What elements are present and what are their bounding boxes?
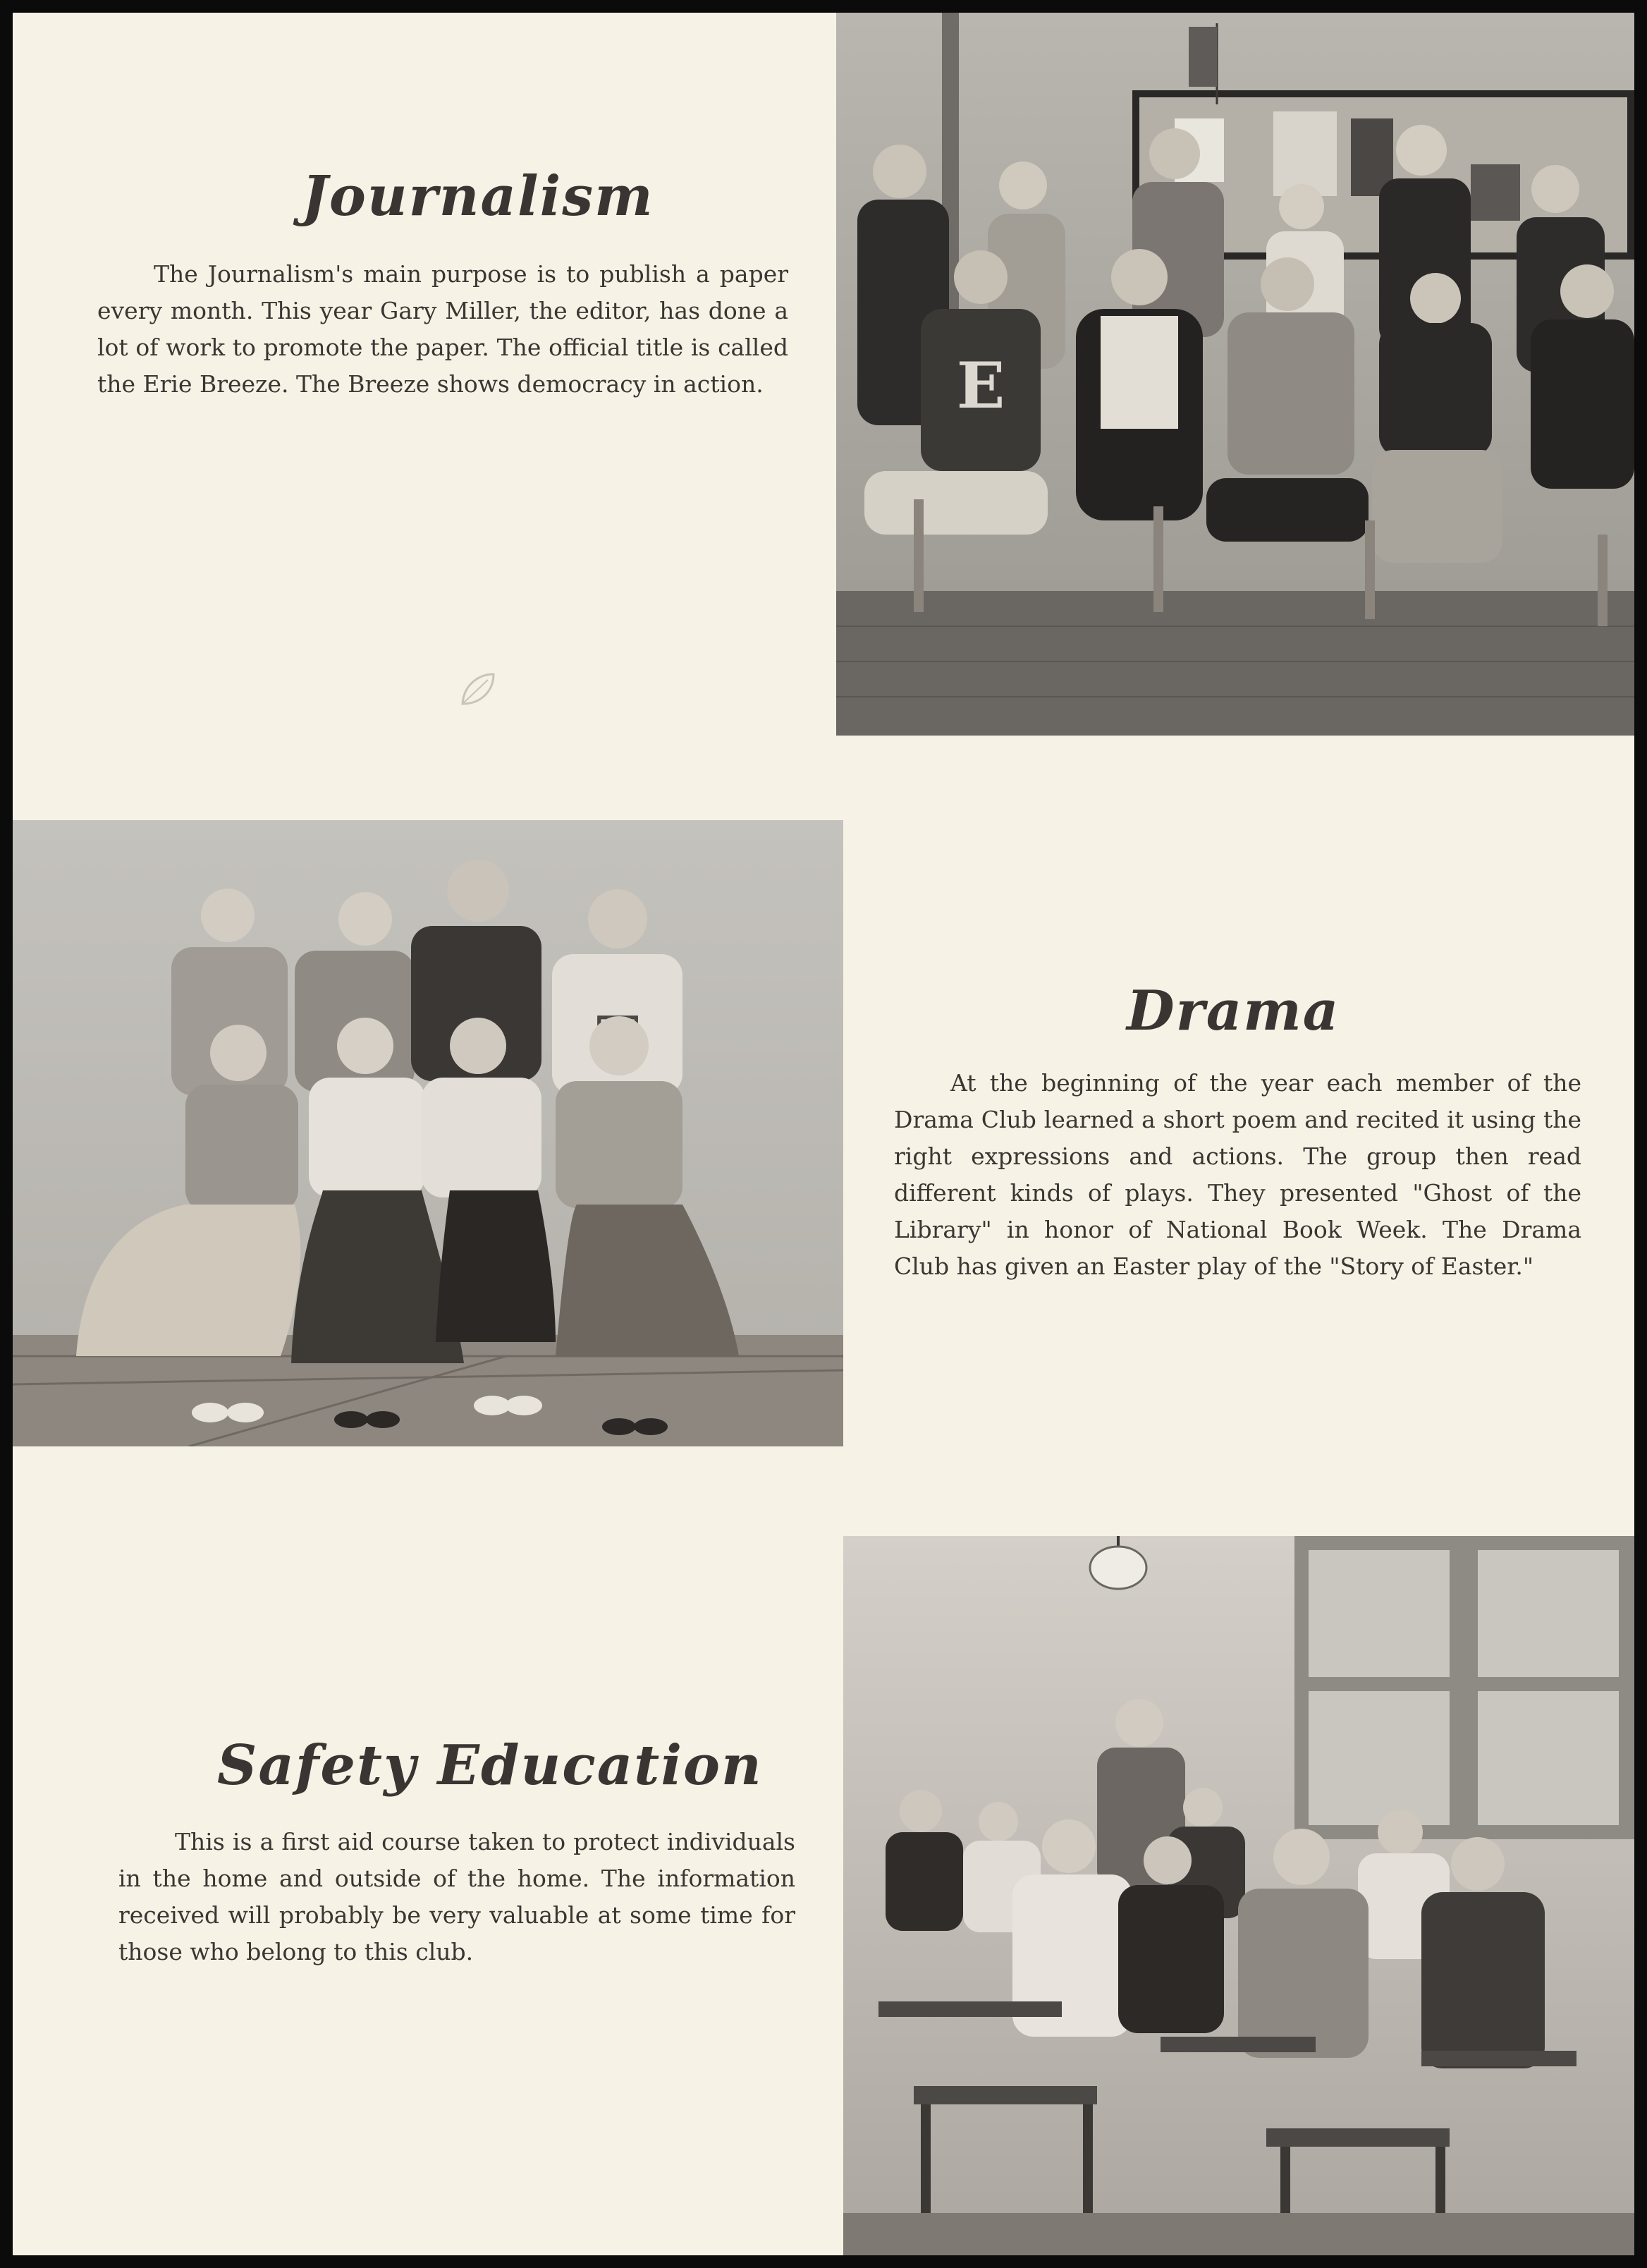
safety-education-title: Safety Education [217,1733,763,1798]
safety-education-paragraph: This is a first aid course taken to protect individuals in the home and outside of the home. The information received will probably be very valuable at some time for those who belong to this club. [118,1828,795,1965]
journalism-title: Journalism [302,164,654,228]
journalism-group-photo [836,13,1634,736]
letterman-jacket-letter: E [956,348,1005,423]
journalism-paragraph: The Journalism's main purpose is to publish a paper every month. This year Gary Miller, the editor, has done a lot of work to promote the paper. The official title is called the Erie Breeze. The Breeze shows democracy in action. [97,260,788,398]
yearbook-page [13,13,1634,2255]
drama-group-photo [13,820,843,1446]
drama-title: Drama [1127,979,1340,1043]
leaf-ornament-icon [457,669,499,711]
safety-education-class-photo [843,1536,1634,2255]
drama-paragraph: At the beginning of the year each member of the Drama Club learned a short poem and recited it using the right expressions and actions. The group then read different kinds of plays. They presented "Ghost of the Library" in honor of National Book Week. The Drama Club has given an Easter play of the "Story of Easter." [894,1069,1581,1280]
